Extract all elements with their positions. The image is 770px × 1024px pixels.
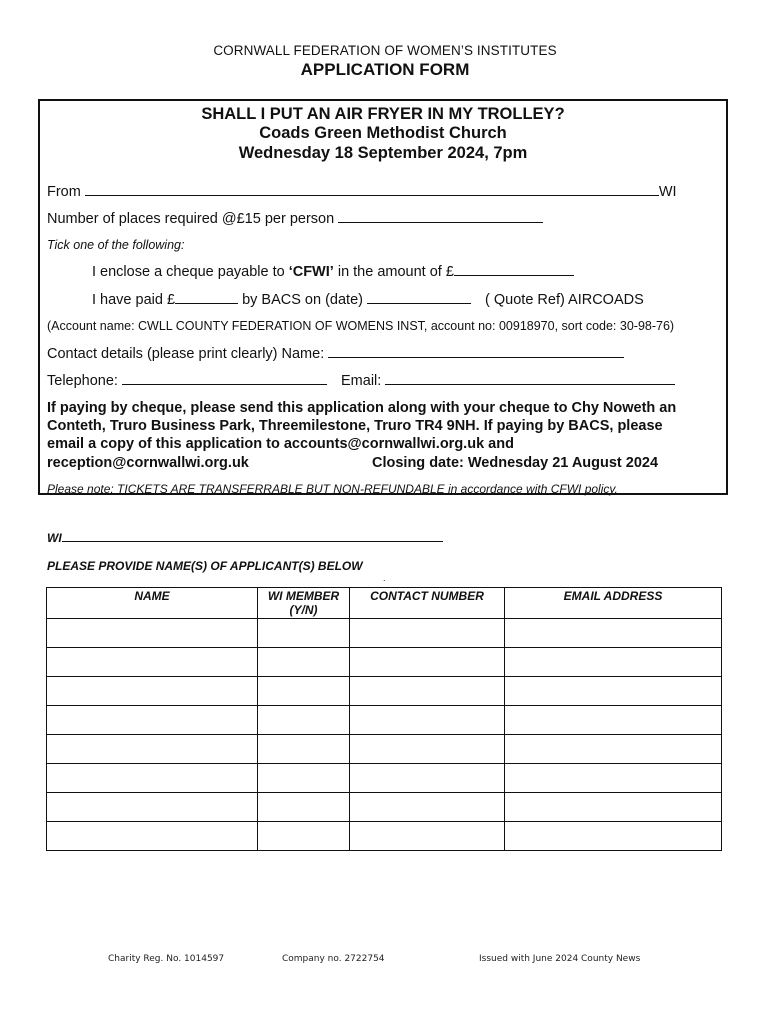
contact-number-cell[interactable] [350, 735, 505, 764]
column-header-name: NAME [47, 588, 258, 619]
organisation-name: CORNWALL FEDERATION OF WOMEN’S INSTITUTES [213, 43, 557, 58]
wi-member-cell[interactable] [258, 619, 350, 648]
wi-member-cell[interactable] [258, 735, 350, 764]
contact-number-cell[interactable] [350, 764, 505, 793]
from-row [47, 183, 677, 200]
account-details: (Account name: CWLL COUNTY FEDERATION OF WOMENS INST, account no: 00918970, sort code: 30-98-76) [47, 319, 675, 333]
email-address-cell[interactable] [505, 619, 722, 648]
name-cell[interactable] [47, 735, 258, 764]
column-header-email-address: EMAIL ADDRESS [505, 588, 722, 619]
contact-number-cell[interactable] [350, 822, 505, 851]
places-row [47, 210, 543, 227]
from-wi-suffix: WI [658, 184, 677, 200]
contact-number-cell[interactable] [350, 619, 505, 648]
email-address-cell[interactable] [505, 822, 722, 851]
telephone-field[interactable] [122, 372, 327, 385]
wi-member-cell[interactable] [258, 648, 350, 677]
company-number: Company no. 2722754 [282, 954, 385, 964]
name-cell[interactable] [47, 706, 258, 735]
email-address-cell[interactable] [505, 764, 722, 793]
instructions-line-1: If paying by cheque, please send this application along with your cheque to Chy Noweth an [47, 400, 677, 416]
column-header-wi-member: WI MEMBER (Y/N) [258, 588, 350, 619]
contact-number-cell[interactable] [350, 793, 505, 822]
event-datetime: Wednesday 18 September 2024, 7pm [238, 144, 528, 162]
contact-number-cell[interactable] [350, 677, 505, 706]
instructions-line-2: Conteth, Truro Business Park, Threemilestone, Truro TR4 9NH. If paying by BACS, please [47, 418, 663, 435]
wi-member-cell[interactable] [258, 764, 350, 793]
cheque-option[interactable] [92, 263, 574, 280]
email-address-cell[interactable] [505, 648, 722, 677]
wi-member-cell[interactable] [258, 822, 350, 851]
contact-name-field[interactable] [328, 345, 624, 358]
from-field[interactable] [85, 183, 659, 196]
cheque-amount-field[interactable] [454, 263, 574, 276]
form-title: APPLICATION FORM [300, 60, 470, 79]
bacs-option[interactable] [92, 291, 644, 308]
table-row [47, 822, 722, 851]
bacs-date-field[interactable] [367, 291, 471, 304]
contact-row [47, 345, 624, 362]
email-address-cell[interactable] [505, 735, 722, 764]
wi-label: WI [47, 531, 62, 545]
tick-instruction: Tick one of the following: [47, 238, 185, 252]
table-row [47, 706, 722, 735]
column-header-contact-number: CONTACT NUMBER [350, 588, 505, 619]
wi-member-cell[interactable] [258, 677, 350, 706]
cheque-prefix: I enclose a cheque payable to [92, 264, 289, 280]
table-row [47, 677, 722, 706]
name-cell[interactable] [47, 822, 258, 851]
from-label: From [47, 184, 81, 200]
event-venue: Coads Green Methodist Church [259, 124, 507, 142]
name-cell[interactable] [47, 648, 258, 677]
contact-name-label: Contact details (please print clearly) Name: [47, 346, 325, 362]
stray-mark: . [383, 573, 386, 583]
wi-name-row [47, 531, 443, 545]
refund-note: Please note: TICKETS ARE TRANSFERRABLE BUT NON-REFUNDABLE in accordance with CFWI policy. [47, 482, 618, 496]
places-field[interactable] [338, 210, 543, 223]
telephone-label: Telephone: [47, 373, 118, 389]
applicants-instruction: PLEASE PROVIDE NAME(S) OF APPLICANT(S) BELOW [47, 559, 363, 573]
cheque-suffix: in the amount of £ [333, 264, 454, 280]
name-cell[interactable] [47, 619, 258, 648]
email-field[interactable] [385, 372, 675, 385]
contact-number-cell[interactable] [350, 648, 505, 677]
wi-member-cell[interactable] [258, 706, 350, 735]
bacs-paid-label: I have paid £ [92, 292, 176, 308]
event-details-box [38, 99, 728, 495]
contact-number-cell[interactable] [350, 706, 505, 735]
name-cell[interactable] [47, 793, 258, 822]
table-row [47, 735, 722, 764]
email-address-cell[interactable] [505, 793, 722, 822]
charity-number: Charity Reg. No. 1014597 [108, 954, 225, 964]
applicants-header-row [47, 588, 722, 619]
instructions-line-3: email a copy of this application to accounts@cornwallwi.org.uk and [47, 436, 514, 453]
wi-name-field[interactable] [62, 532, 443, 542]
table-row [47, 648, 722, 677]
email-label: Email: [341, 373, 382, 389]
table-row [47, 764, 722, 793]
name-cell[interactable] [47, 677, 258, 706]
telephone-email-row [47, 372, 675, 389]
wi-member-cell[interactable] [258, 793, 350, 822]
applicant-rows [47, 619, 722, 851]
closing-date: Closing date: Wednesday 21 August 2024 [372, 454, 659, 471]
bacs-quote-ref: ( Quote Ref) AIRCOADS [485, 292, 644, 308]
name-cell[interactable] [47, 764, 258, 793]
payment-instructions [47, 399, 723, 472]
instructions-reception-email: reception@cornwallwi.org.uk [47, 454, 249, 471]
cheque-payee: ‘CFWI’ [288, 264, 334, 280]
table-row [47, 619, 722, 648]
bacs-amount-field[interactable] [175, 291, 238, 304]
email-address-cell[interactable] [505, 706, 722, 735]
event-title: SHALL I PUT AN AIR FRYER IN MY TROLLEY? [201, 105, 565, 123]
bacs-date-label: by BACS on (date) [238, 292, 367, 308]
email-address-cell[interactable] [505, 677, 722, 706]
table-row [47, 793, 722, 822]
issued-note: Issued with June 2024 County News [479, 954, 641, 964]
applicants-table [46, 587, 722, 851]
places-label: Number of places required @£15 per person [47, 211, 335, 227]
